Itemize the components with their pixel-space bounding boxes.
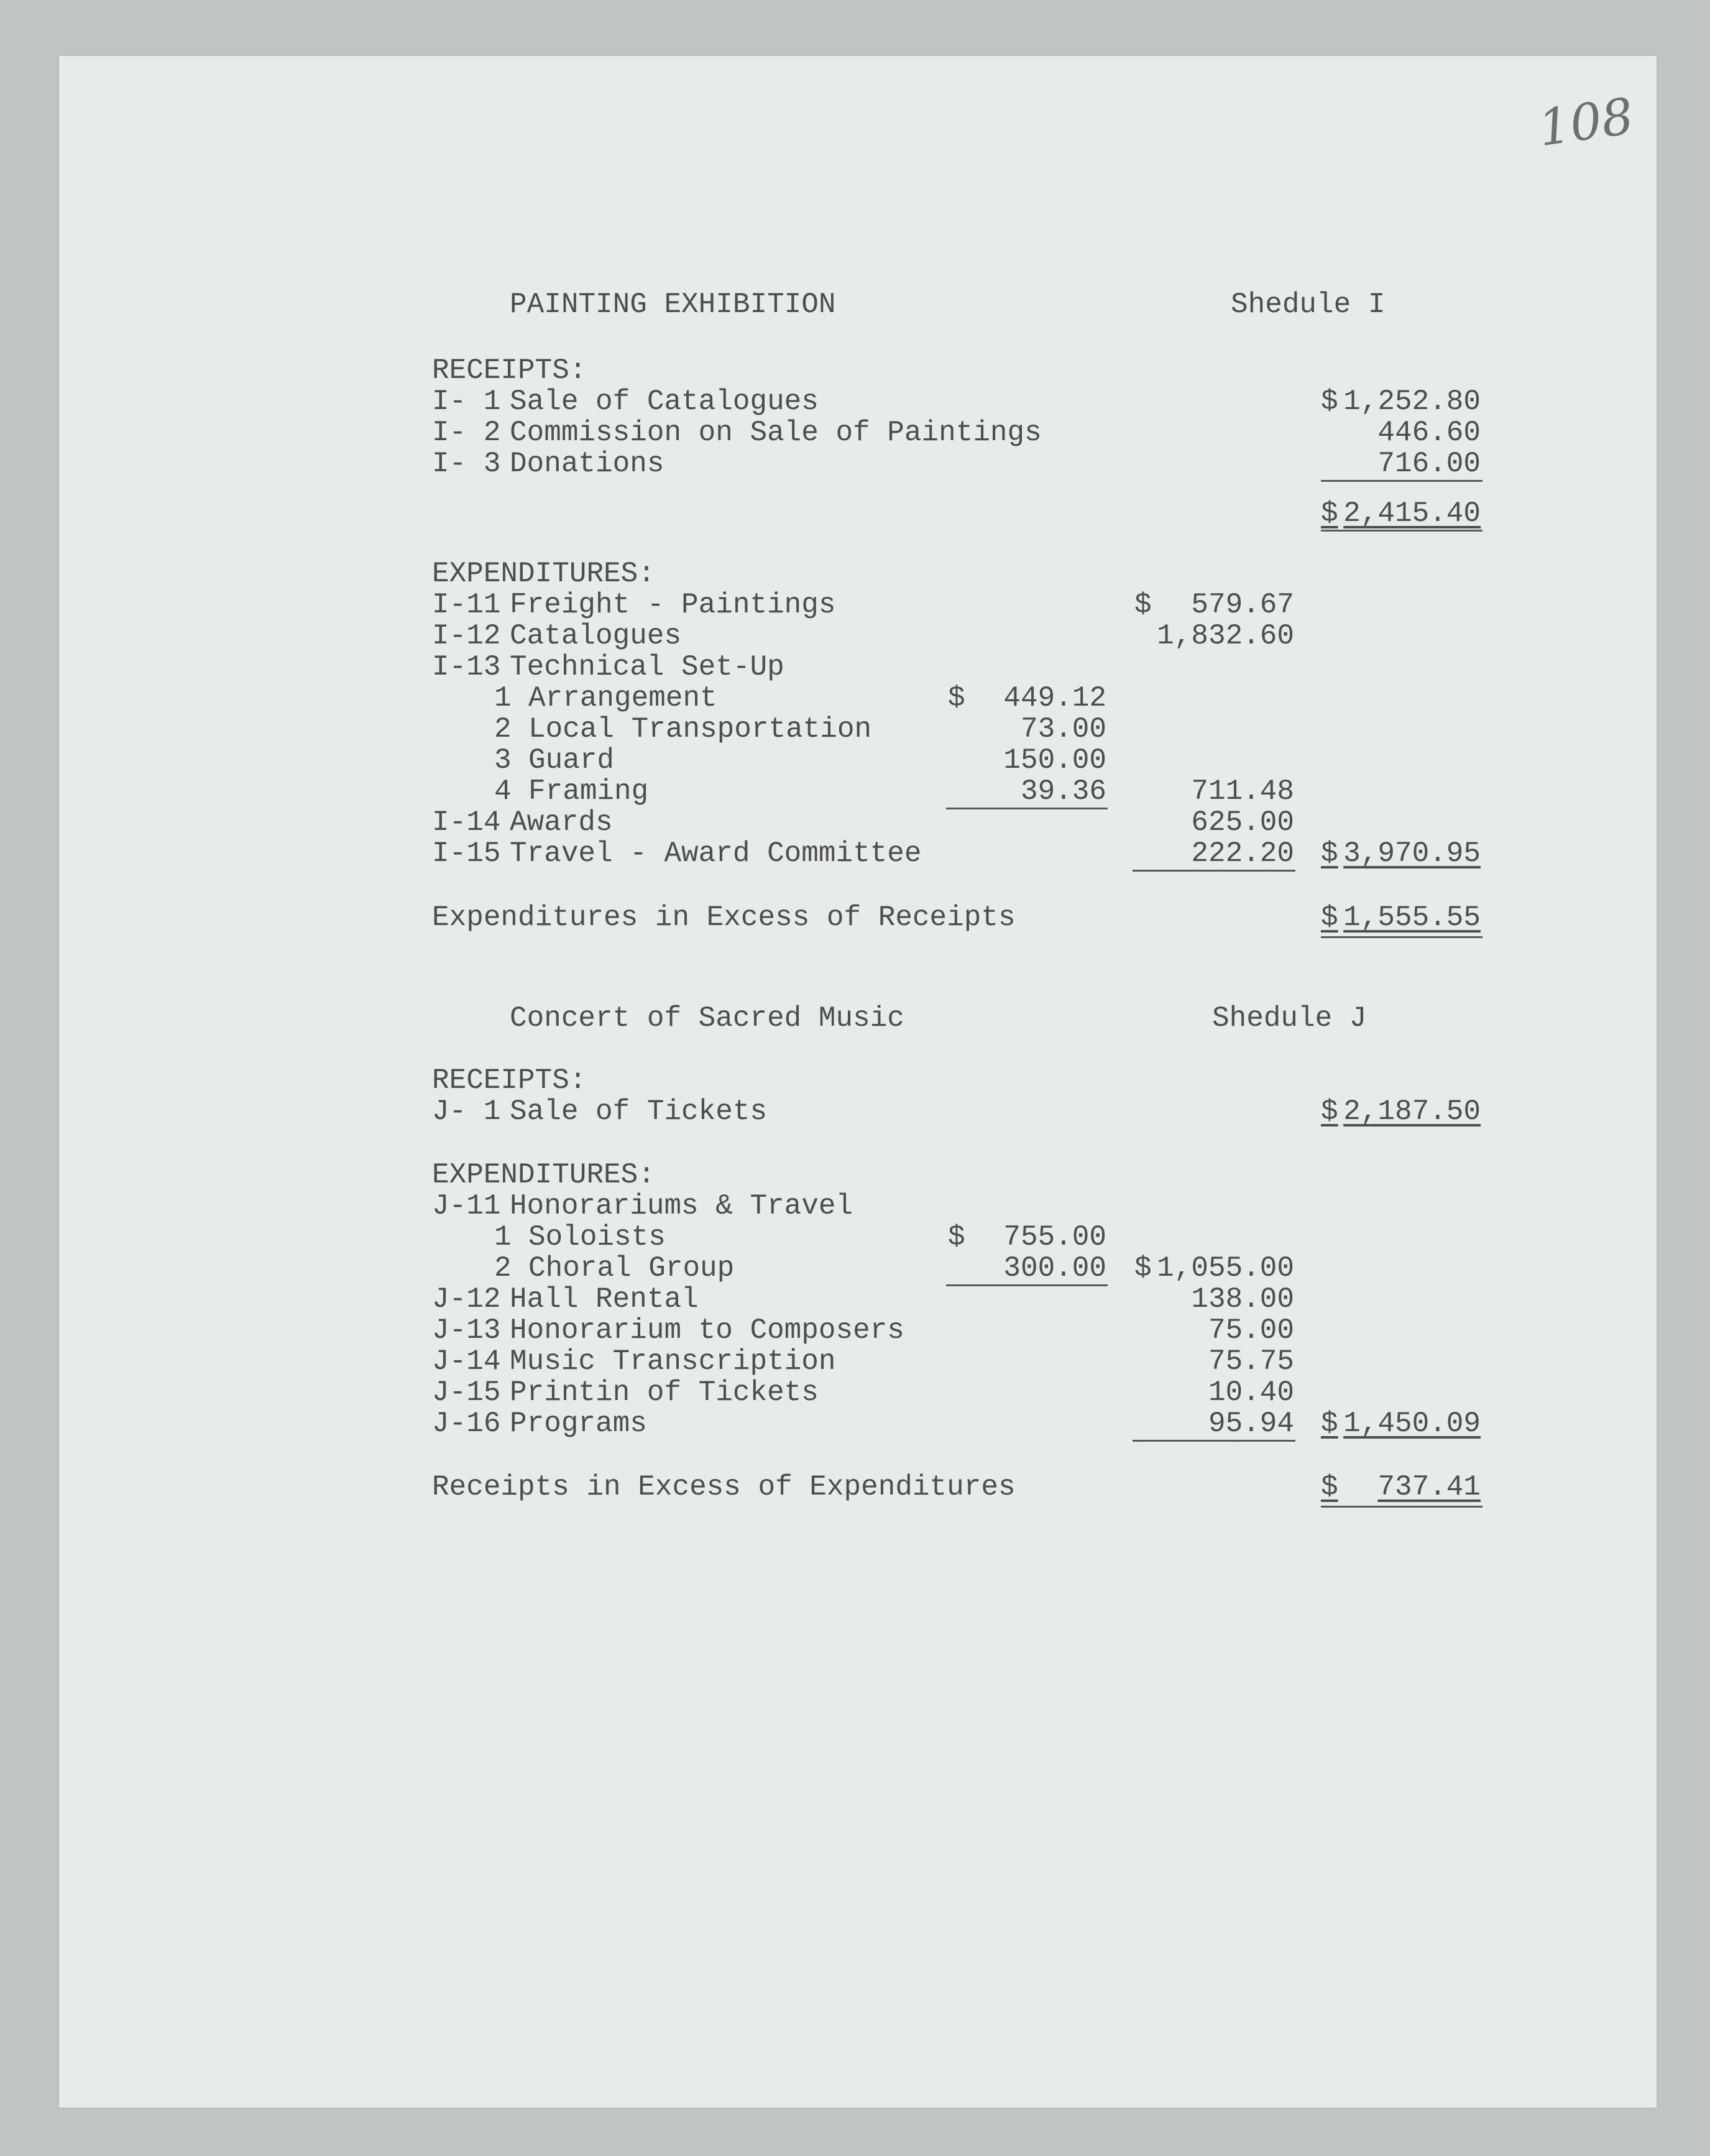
amount: 579.67 (1191, 589, 1294, 621)
schedule-j-label: Shedule J (1212, 1002, 1367, 1034)
line-label: Hall Rental (510, 1283, 699, 1315)
line-code: J-11 (432, 1190, 501, 1222)
line-label: Catalogues (510, 620, 682, 652)
line-code: I-11 (432, 589, 501, 621)
schedule-i-receipts-heading: RECEIPTS: (432, 354, 587, 387)
line-label: Commission on Sale of Paintings (510, 417, 1042, 449)
amount: 150.00 (1003, 744, 1106, 776)
amount: 300.00 (1003, 1252, 1106, 1284)
item-number: 2 (494, 1252, 512, 1284)
amount: 222.20 (1191, 837, 1294, 870)
line-code: I-14 (432, 806, 501, 839)
dollar-sign: $ (948, 682, 965, 714)
subtotal-rule (1133, 1440, 1295, 1442)
schedule-j-title: Concert of Sacred Music (510, 1002, 904, 1034)
dollar-sign: $ (1321, 497, 1338, 530)
amount: 39.36 (1020, 775, 1106, 808)
item-label: Arrangement (528, 682, 717, 714)
schedule-i-label: Shedule I (1231, 288, 1386, 321)
amount: 716.00 (1377, 448, 1481, 480)
subtotal-rule (946, 808, 1108, 809)
line-label: Awards (510, 806, 613, 839)
line-code: I- 3 (432, 448, 501, 480)
line-label: Freight - Paintings (510, 589, 836, 621)
line-code: I-15 (432, 837, 501, 870)
amount: 449.12 (1003, 682, 1106, 714)
line-label: Travel - Award Committee (510, 837, 922, 870)
line-code: J-12 (432, 1283, 501, 1315)
schedule-j-expenditures-total: 1,450.09 (1343, 1407, 1481, 1440)
line-code: I-12 (432, 620, 501, 652)
subtotal-rule (1321, 480, 1482, 482)
schedule-j-receipts-heading: RECEIPTS: (432, 1064, 587, 1097)
dollar-sign: $ (948, 1221, 965, 1253)
item-number: 3 (494, 744, 512, 776)
amount: 75.75 (1208, 1345, 1294, 1378)
document-page (59, 56, 1657, 2108)
schedule-i-expenditures-heading: EXPENDITURES: (432, 558, 655, 590)
item-number: 4 (494, 775, 512, 808)
amount: 625.00 (1191, 806, 1294, 839)
dollar-sign: $ (1321, 1407, 1338, 1440)
amount: 138.00 (1191, 1283, 1294, 1315)
amount: 75.00 (1208, 1314, 1294, 1347)
item-label: Choral Group (528, 1252, 735, 1284)
amount: 1,252.80 (1343, 385, 1481, 418)
line-code: I-13 (432, 651, 501, 683)
schedule-i-result-label: Expenditures in Excess of Receipts (432, 901, 1016, 934)
item-label: Local Transportation (528, 713, 872, 745)
amount: 1,832.60 (1157, 620, 1294, 652)
item-number: 1 (494, 682, 512, 714)
schedule-i-title: PAINTING EXHIBITION (510, 288, 836, 321)
page-number: 108 (1535, 86, 1637, 158)
schedule-i-receipts-total: 2,415.40 (1343, 497, 1481, 530)
schedule-i-expenditures-total: 3,970.95 (1343, 837, 1481, 870)
dollar-sign: $ (1321, 1471, 1338, 1503)
honoraria-total: 1,055.00 (1157, 1252, 1294, 1284)
total-rule (1321, 936, 1482, 938)
line-code: J-16 (432, 1407, 501, 1440)
line-label: Donations (510, 448, 664, 480)
line-code: I- 1 (432, 385, 501, 418)
subtotal-rule (946, 1284, 1108, 1286)
line-code: I- 2 (432, 417, 501, 449)
line-label: Honorarium to Composers (510, 1314, 904, 1347)
schedule-i-result-amount: 1,555.55 (1343, 901, 1481, 934)
amount: 2,187.50 (1343, 1095, 1481, 1128)
line-code: J-14 (432, 1345, 501, 1378)
item-label: Framing (528, 775, 649, 808)
item-number: 2 (494, 713, 512, 745)
amount: 73.00 (1020, 713, 1106, 745)
dollar-sign: $ (1134, 589, 1152, 621)
line-label: Sale of Catalogues (510, 385, 819, 418)
line-code: J-13 (432, 1314, 501, 1347)
item-number: 1 (494, 1221, 512, 1253)
dollar-sign: $ (1321, 901, 1338, 934)
amount: 10.40 (1208, 1376, 1294, 1409)
schedule-j-expenditures-heading: EXPENDITURES: (432, 1159, 655, 1191)
amount: 755.00 (1003, 1221, 1106, 1253)
line-label: Music Transcription (510, 1345, 836, 1378)
line-code: J- 1 (432, 1095, 501, 1128)
dollar-sign: $ (1321, 837, 1338, 870)
line-label: Programs (510, 1407, 647, 1440)
dollar-sign: $ (1134, 1252, 1152, 1284)
item-label: Guard (528, 744, 615, 776)
line-label: Printin of Tickets (510, 1376, 819, 1409)
dollar-sign: $ (1321, 1095, 1338, 1128)
total-rule (1321, 530, 1482, 532)
dollar-sign: $ (1321, 385, 1338, 418)
amount: 446.60 (1377, 417, 1481, 449)
setup-total: 711.48 (1191, 775, 1294, 808)
line-label: Technical Set-Up (510, 651, 784, 683)
line-code: J-15 (432, 1376, 501, 1409)
subtotal-rule (1133, 870, 1295, 872)
line-label: Honorariums & Travel (510, 1190, 853, 1222)
schedule-j-result-amount: 737.41 (1377, 1471, 1481, 1503)
total-rule (1321, 1506, 1482, 1508)
amount: 95.94 (1208, 1407, 1294, 1440)
item-label: Soloists (528, 1221, 666, 1253)
line-label: Sale of Tickets (510, 1095, 768, 1128)
schedule-j-result-label: Receipts in Excess of Expenditures (432, 1471, 1016, 1503)
